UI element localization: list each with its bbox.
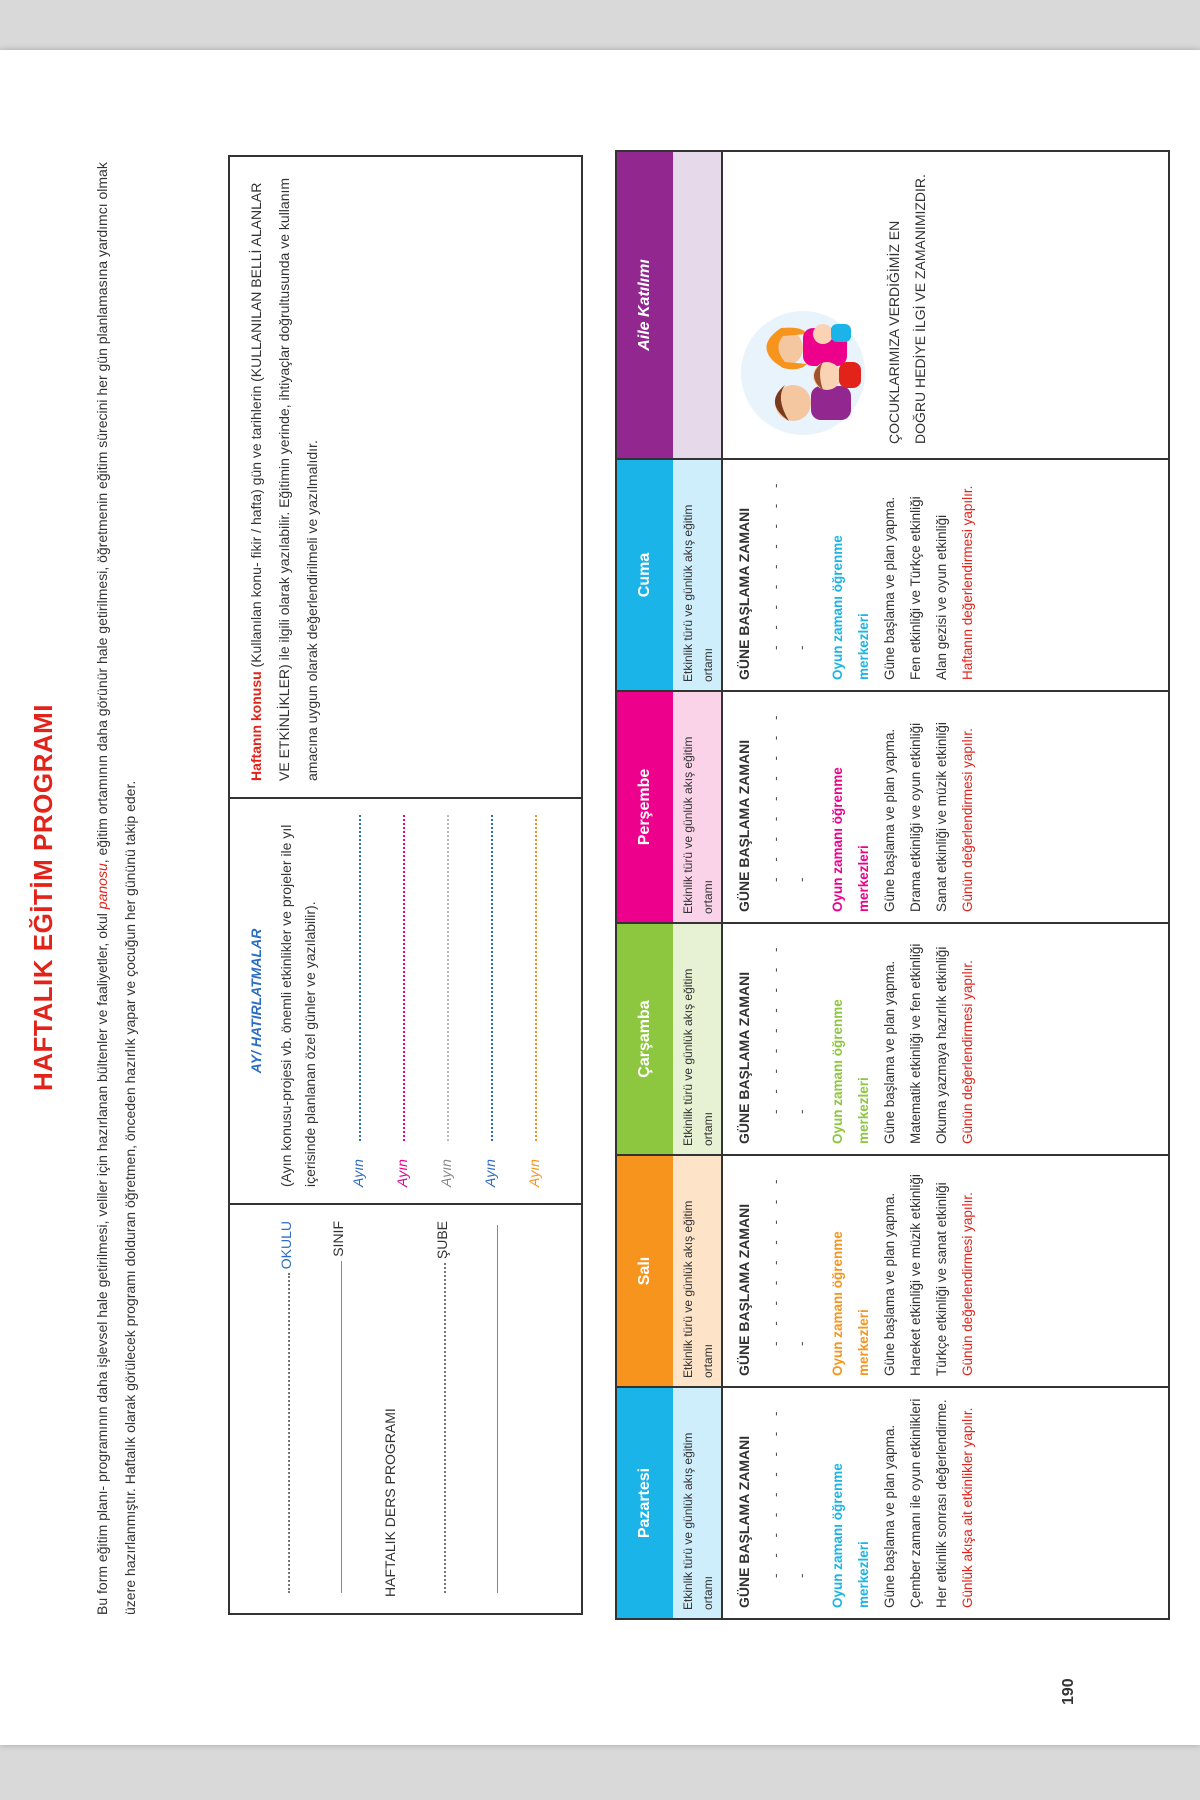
day-header: Çarşamba [617, 924, 673, 1154]
day-start-label: GÜNE BAŞLAMA ZAMANI [736, 1435, 752, 1608]
day-line: Günlük akışa ait etkinlikler yapılır. [960, 1407, 975, 1608]
day-header: Perşembe [617, 692, 673, 922]
month-fill-line[interactable] [359, 815, 361, 1141]
day-line: Haftanın değerlendirmesi yapılır. [960, 485, 975, 680]
intro-red-word: panosu [94, 863, 110, 910]
reminders-column [230, 797, 581, 1203]
day-line: Güne başlama ve plan yapma. [882, 496, 897, 680]
day-line: Çember zamanı ile oyun etkinlikleri [908, 1398, 923, 1608]
month-line-2 [366, 815, 410, 1187]
weekly-schedule-table [615, 150, 1170, 1620]
class-fill-line[interactable] [341, 1261, 342, 1593]
family-column [617, 152, 1168, 458]
rotated-sheet [0, 50, 1200, 1745]
day-start-label: GÜNE BAŞLAMA ZAMANI [736, 971, 752, 1144]
month-label: Ayın [438, 1159, 454, 1187]
day-line: Oyun zamanı öğrenme merkezleri [830, 1231, 871, 1376]
family-header: Aile Katılımı [617, 152, 673, 458]
day-line: Oyun zamanı öğrenme merkezleri [830, 535, 871, 680]
document-page [0, 50, 1200, 1745]
page-title: HAFTALIK EĞİTİM PROGRAMI [28, 703, 58, 1092]
branch-line [398, 1221, 450, 1597]
day-subheader: Etkinlik türü ve günlük akış eğitim ortamı [673, 692, 723, 922]
day-header: Cuma [617, 460, 673, 690]
family-illustration [723, 288, 873, 458]
day-line: Günün değerlendirmesi yapılır. [960, 1192, 975, 1376]
day-subheader: Etkinlik türü ve günlük akış eğitim ortamı [673, 1388, 723, 1618]
day-dash-line: - - - - - - - - - - [768, 1173, 809, 1346]
day-line: Fen etkinliği ve Türkçe etkinliği [908, 496, 923, 680]
school-info-column [230, 1203, 581, 1613]
month-line-3 [410, 815, 454, 1187]
day-body [723, 460, 989, 690]
week-topic-column [230, 157, 581, 797]
week-topic-text [242, 173, 326, 781]
day-body [723, 1156, 989, 1386]
month-line-1 [322, 815, 366, 1187]
month-line-4 [454, 815, 498, 1187]
family-subheader [673, 152, 723, 458]
school-line [242, 1221, 294, 1597]
extra-line [450, 1221, 502, 1597]
day-subheader: Etkinlik türü ve günlük akış eğitim ortamı [673, 924, 723, 1154]
day-line: Okuma yazmaya hazırlık etkinliği [934, 946, 949, 1144]
program-label: HAFTALIK DERS PROGRAMI [382, 1408, 398, 1597]
day-column-monday [617, 1386, 1168, 1618]
school-fill-line[interactable] [288, 1273, 290, 1593]
day-line: Oyun zamanı öğrenme merkezleri [830, 999, 871, 1144]
class-line [294, 1221, 346, 1597]
month-fill-line[interactable] [447, 815, 449, 1141]
school-suffix: OKULU [278, 1221, 294, 1270]
day-line: Alan gezisi ve oyun etkinliği [934, 514, 949, 680]
day-line: Günün değerlendirmesi yapılır. [960, 728, 975, 912]
intro-text-2: , eğitim ortamının daha görünür hale getirilmesi, öğretmenin eğitim sürecini her gün planlamasına yardımcı olmak üzere hazırlanmıştır. Haftalık olarak görülecek programı dolduran öğretmen, önceden hazırlık yapar ve çocuğun her gününü takip eder. [94, 162, 138, 1615]
month-fill-line[interactable] [491, 815, 493, 1141]
day-body [723, 1388, 989, 1618]
program-line [346, 1221, 398, 1597]
day-body [723, 692, 989, 922]
month-label: Ayın [482, 1159, 498, 1187]
day-line: Güne başlama ve plan yapma. [882, 1192, 897, 1376]
day-column-friday [617, 458, 1168, 690]
day-line: Oyun zamanı öğrenme merkezleri [830, 767, 871, 912]
day-header: Salı [617, 1156, 673, 1386]
day-line: Türkçe etkinliği ve sanat etkinliği [934, 1182, 949, 1376]
day-column-wednesday [617, 922, 1168, 1154]
month-fill-line[interactable] [535, 815, 537, 1141]
day-dash-line: - - - - - - - - - - [768, 709, 809, 882]
week-topic-body: (Kullanılan konu- fikir / hafta) gün ve tarihlerin (KULLANILAN BELLİ ALANLAR VE ETKİNLİKLER) ile ilgili olarak yazılabilir. Eğitimin yerinde, ihtiyaçlar doğrultusunda ve kullanım amacına uygun olarak değerlendirilmeli ve yazılmalıdır. [248, 177, 320, 781]
month-label: Ayın [350, 1159, 366, 1187]
family-caption: ÇOCUKLARIMIZA VERDİĞİMİZ EN DOĞRU HEDİYE İLGİ VE ZAMANIMIZDIR. [886, 174, 928, 444]
day-column-thursday [617, 690, 1168, 922]
branch-suffix: ŞUBE [434, 1221, 450, 1260]
day-start-label: GÜNE BAŞLAMA ZAMANI [736, 739, 752, 912]
day-line: Sanat etkinliği ve müzik etkinliği [934, 722, 949, 912]
month-fill-line[interactable] [403, 815, 405, 1141]
day-line: Güne başlama ve plan yapma. [882, 728, 897, 912]
branch-fill-line[interactable] [444, 1263, 446, 1593]
day-line: Güne başlama ve plan yapma. [882, 960, 897, 1144]
day-line: Oyun zamanı öğrenme merkezleri [830, 1463, 871, 1608]
reminders-intro: (Ayın konusu-projesi vb. önemli etkinlikler ve projeler ile yıl içerisinde planlanan özel günler ve yazılabilir). [278, 824, 318, 1187]
class-suffix: SINIF [330, 1221, 346, 1257]
month-label: Ayın [394, 1159, 410, 1187]
day-dash-line: - - - - - - - - - - [768, 941, 809, 1114]
month-label: Ayın [526, 1159, 542, 1187]
month-line-5 [498, 815, 542, 1187]
day-line: Güne başlama ve plan yapma. [882, 1424, 897, 1608]
day-line: Hareket etkinliği ve müzik etkinliği [908, 1174, 923, 1376]
intro-paragraph [88, 155, 144, 1615]
family-body [723, 152, 873, 458]
day-subheader: Etkinlik türü ve günlük akış eğitim ortamı [673, 1156, 723, 1386]
day-header: Pazartesi [617, 1388, 673, 1618]
intro-text-1: Bu form eğitim planı- programının daha işlevsel hale getirilmesi, veliler için hazırlanan bültenler ve faaliyetler, okul [94, 909, 110, 1615]
day-line: Matematik etkinliği ve fen etkinliği [908, 943, 923, 1144]
day-start-label: GÜNE BAŞLAMA ZAMANI [736, 1203, 752, 1376]
week-topic-red: Haftanın konusu [248, 671, 264, 781]
day-body [723, 924, 989, 1154]
extra-fill-line[interactable] [497, 1225, 498, 1593]
day-start-label: GÜNE BAŞLAMA ZAMANI [736, 507, 752, 680]
day-line: Her etkinlik sonrası değerlendirme. [934, 1399, 949, 1608]
info-box [228, 155, 583, 1615]
day-subheader: Etkinlik türü ve günlük akış eğitim ortamı [673, 460, 723, 690]
reminders-heading: AY/ HATIRLATMALAR [248, 928, 264, 1074]
day-line: Drama etkinliği ve oyun etkinliği [908, 722, 923, 912]
day-line: Günün değerlendirmesi yapılır. [960, 960, 975, 1144]
page-number: 190 [1060, 1678, 1077, 1705]
day-dash-line: - - - - - - - - - - [768, 477, 809, 650]
day-column-tuesday [617, 1154, 1168, 1386]
day-dash-line: - - - - - - - - - - [768, 1405, 809, 1578]
